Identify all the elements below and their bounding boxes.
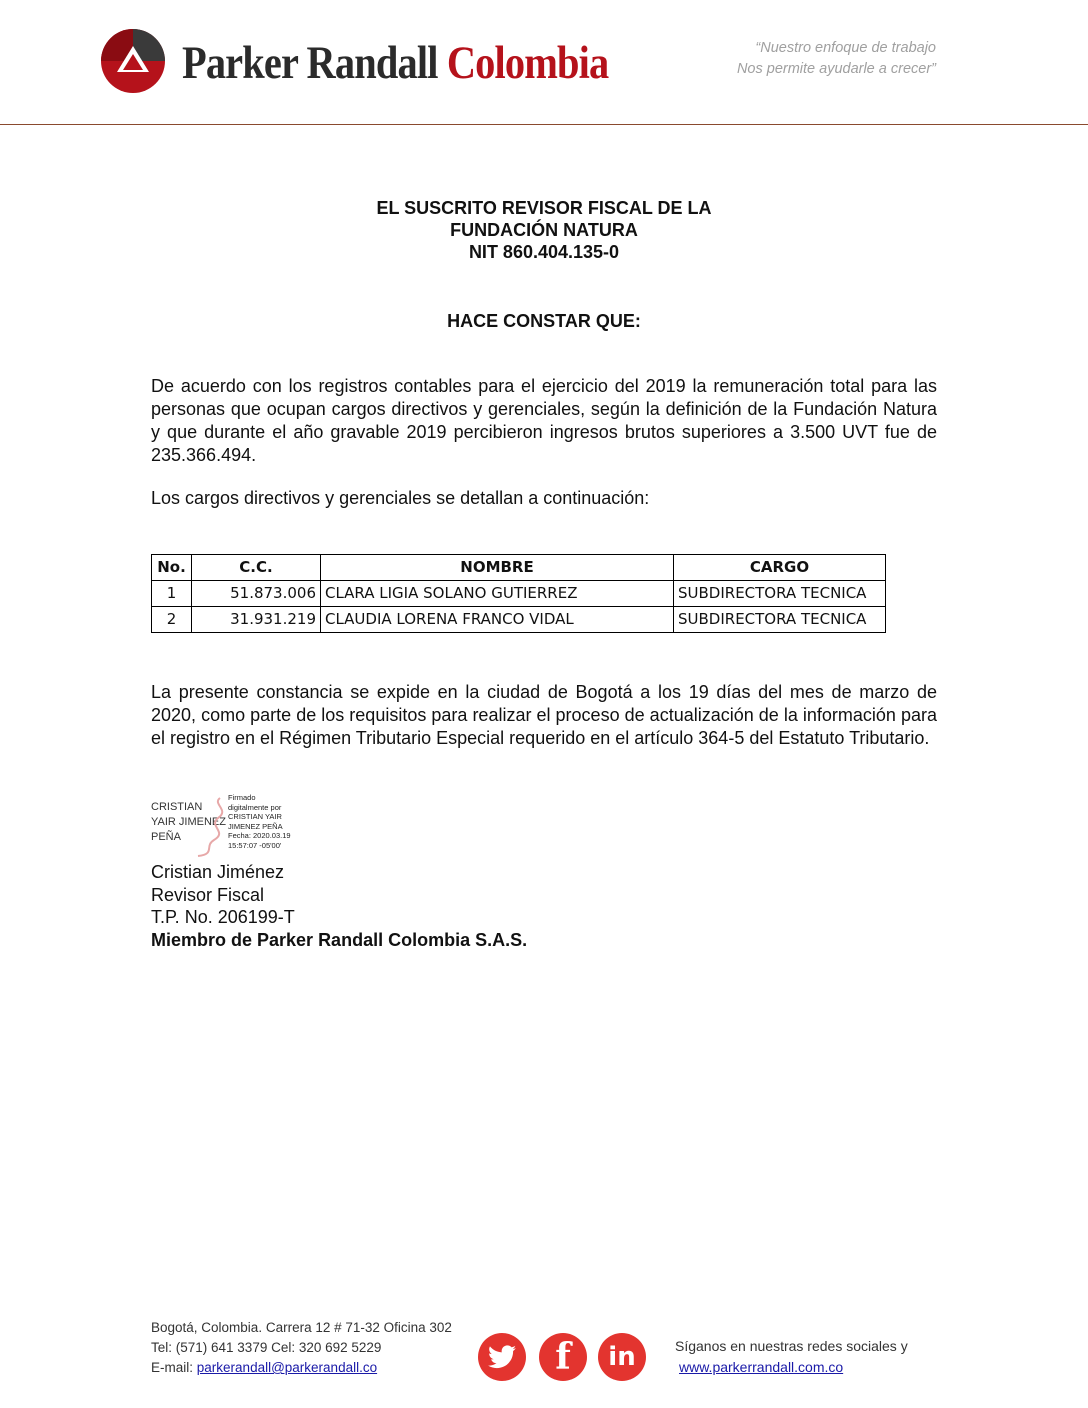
- title-line2: FUNDACIÓN NATURA: [450, 220, 638, 240]
- cell-cargo: SUBDIRECTORA TECNICA: [674, 581, 886, 607]
- table-header-row: [152, 555, 886, 581]
- table-row: [152, 607, 886, 633]
- cell-cargo: SUBDIRECTORA TECNICA: [674, 607, 886, 633]
- signature-meta-line1: Firmado: [228, 793, 256, 802]
- signer-member: Miembro de Parker Randall Colombia S.A.S.: [151, 929, 528, 950]
- signature-name-line1: CRISTIAN: [151, 801, 203, 813]
- cell-cc: 31.931.219: [192, 607, 321, 633]
- hace-constar-heading: HACE CONSTAR QUE:: [447, 311, 641, 331]
- footer-email-link[interactable]: parkerandall@parkerandall.co: [196, 1360, 378, 1375]
- cell-nombre: CLAUDIA LORENA FRANCO VIDAL: [321, 607, 674, 633]
- footer-social: [675, 1336, 908, 1378]
- footer-address: Bogotá, Colombia. Carrera 12 # 71-32 Oficina 302: [151, 1320, 452, 1335]
- tagline-line2: Nos permite ayudarle a crecer”: [736, 61, 936, 77]
- title-line1: EL SUSCRITO REVISOR FISCAL DE LA: [376, 198, 712, 218]
- cell-nombre: CLARA LIGIA SOLANO GUTIERREZ: [321, 581, 674, 607]
- header-no: No.: [152, 555, 192, 581]
- closing-block: [151, 861, 527, 951]
- signature-metadata: [228, 793, 291, 850]
- tagline: [737, 38, 936, 80]
- facebook-icon[interactable]: f: [539, 1333, 587, 1381]
- cell-cc: 51.873.006: [192, 581, 321, 607]
- signature-meta-line6: 15:57:07 -05'00': [228, 840, 282, 850]
- cargos-table: [151, 554, 886, 633]
- signature-name-line2: YAIR JIMENEZ: [151, 816, 226, 828]
- signature-meta-line2: digitalmente por: [228, 802, 282, 812]
- brand-primary: Parker Randall: [182, 37, 438, 89]
- footer-contact: [151, 1318, 452, 1378]
- tagline-line1: “Nuestro enfoque de trabajo: [755, 40, 936, 56]
- signature-meta-line3: CRISTIAN YAIR: [228, 812, 282, 821]
- signer-role: Revisor Fiscal: [151, 884, 265, 905]
- brand-secondary: Colombia: [446, 37, 609, 89]
- footer-phones: Tel: (571) 641 3379 Cel: 320 692 5229: [151, 1340, 382, 1355]
- header-cargo: CARGO: [674, 555, 886, 581]
- paragraph-cargos: Los cargos directivos y gerenciales se detallan a continuación:: [151, 488, 650, 508]
- twitter-icon[interactable]: [478, 1333, 526, 1381]
- signer-tp: T.P. No. 206199-T: [151, 907, 295, 927]
- signature-meta-line4: JIMENEZ PEÑA: [228, 821, 283, 831]
- cell-no: 1: [152, 581, 192, 607]
- header-cc: C.C.: [192, 555, 321, 581]
- paragraph-remuneracion: De acuerdo con los registros contables para el ejercicio del 2019 la remuneración total para las personas que ocupan cargos directivos y gerenciales, según la definición de la Fundación Natura y que durante el año gravable 2019 percibieron ingresos brutos superiores a 3.500 UVT fue de 235.366.494.: [151, 376, 937, 465]
- paragraph-constancia: La presente constancia se expide en la ciudad de Bogotá a los 19 días del mes de marzo de 2020, como parte de los requisitos para realizar el proceso de actualización de la información para el registro en el Régimen Tributario Especial requerido en el artículo 364-5 del Estatuto Tributario.: [151, 682, 937, 748]
- footer-email-label: E-mail:: [151, 1360, 194, 1375]
- brand-name: [182, 34, 608, 92]
- title-line3: NIT 860.404.135-0: [468, 242, 620, 262]
- footer-email-line: [151, 1358, 452, 1378]
- footer-website-link[interactable]: www.parkerrandall.com.co: [679, 1359, 844, 1375]
- signer-name: Cristian Jiménez: [151, 862, 285, 882]
- cell-no: 2: [152, 607, 192, 633]
- linkedin-icon[interactable]: in: [598, 1333, 646, 1381]
- header-divider: [0, 124, 1088, 125]
- header-nombre: NOMBRE: [321, 555, 674, 581]
- parker-randall-logo-icon: [100, 28, 166, 94]
- signature-meta-line5: Fecha: 2020.03.19: [228, 831, 291, 840]
- footer-social-text: Síganos en nuestras redes sociales y: [675, 1338, 908, 1354]
- signature-name-line3: PEÑA: [151, 831, 181, 843]
- table-row: [152, 581, 886, 607]
